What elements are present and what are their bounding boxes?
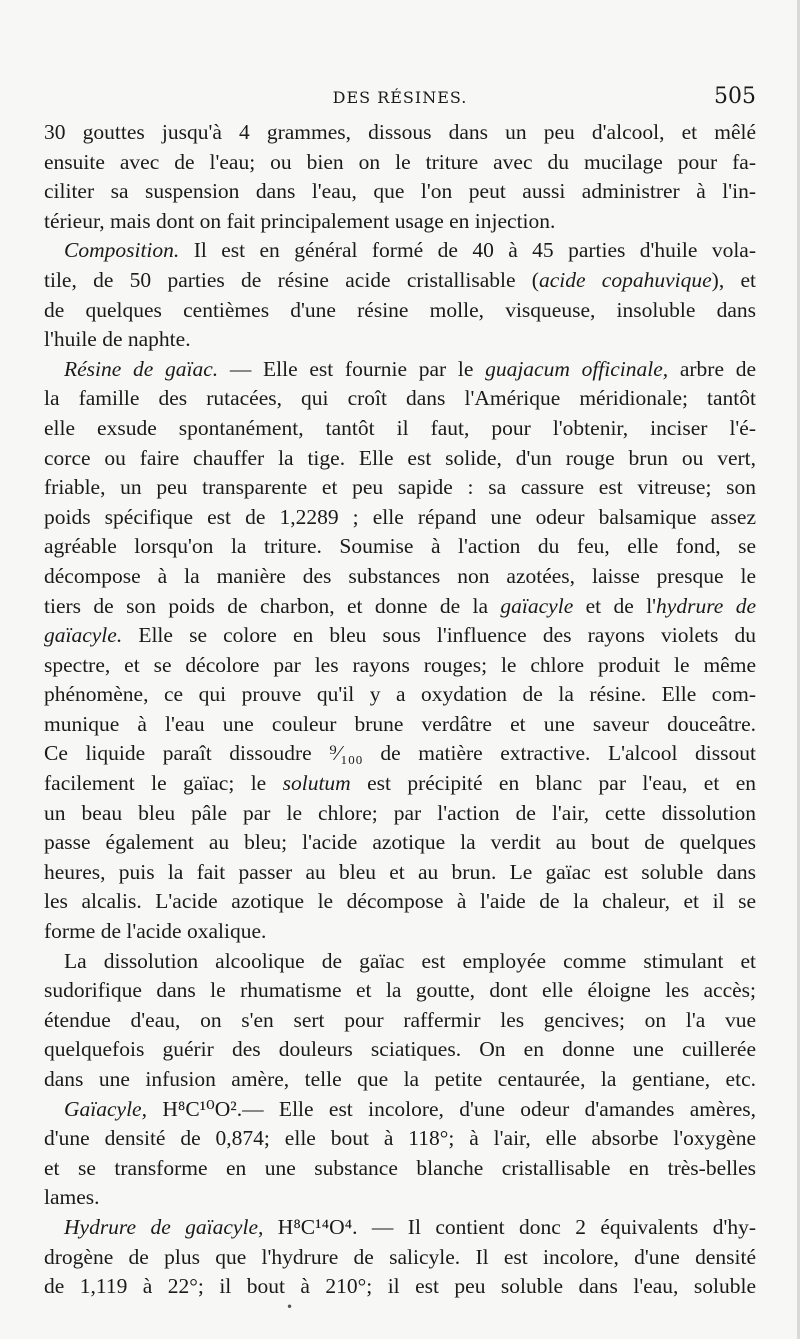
text-run: térieur, mais dont on fait principalement usage en injection.: [44, 208, 556, 233]
text-line: [44, 799, 756, 829]
text-line: [44, 1213, 756, 1243]
text-run: les alcalis. L'acide azotique le décompose à l'aide de la chaleur, et il se: [44, 889, 756, 914]
text-line: [44, 1243, 756, 1273]
text-run: quelquefois guérir des douleurs sciatiques. On en donne une cuillerée: [44, 1037, 756, 1062]
text-line: [44, 177, 756, 207]
italic-run: Hydrure de gaïacyle,: [64, 1214, 264, 1239]
text-line: [44, 887, 756, 917]
page-header: [44, 84, 756, 114]
text-line: [44, 473, 756, 503]
text-run: La dissolution alcoolique de gaïac est employée comme stimulant et: [64, 948, 756, 973]
text-line: [44, 680, 756, 710]
text-line: [44, 947, 756, 977]
text-line: [44, 917, 756, 947]
text-run: décompose à la manière des substances non azotées, laisse presque le: [44, 563, 756, 588]
text-run: l'huile de naphte.: [44, 327, 191, 352]
text-line: [44, 384, 756, 414]
italic-run: Composition.: [64, 238, 180, 263]
footer-mark: •: [286, 1300, 294, 1314]
italic-run: hydrure de: [656, 593, 756, 618]
italic-run: Gaïacyle,: [64, 1096, 147, 1121]
text-run: heures, puis la fait passer au bleu et au brun. Le gaïac est soluble dans: [44, 859, 756, 884]
text-line: [44, 118, 756, 148]
text-line: [44, 503, 756, 533]
text-line: [44, 296, 756, 326]
text-run: et se transforme en une substance blanche cristallisable en très-belles: [44, 1155, 756, 1180]
text-run: ), et: [711, 267, 756, 292]
text-line: [44, 562, 756, 592]
text-line: [44, 148, 756, 178]
text-run: tile, de 50 parties de résine acide cristallisable (: [44, 267, 539, 292]
text-run: forme de l'acide oxalique.: [44, 919, 267, 944]
text-run: facilement le gaïac; le: [44, 771, 283, 796]
text-run: la famille des rutacées, qui croît dans l'Amérique méridionale; tantôt: [44, 386, 756, 411]
text-line: [44, 976, 756, 1006]
text-line: [44, 739, 756, 769]
text-line: [44, 1006, 756, 1036]
text-line: [44, 1065, 756, 1095]
text-run: Elle se colore en bleu sous l'influence des rayons violets du: [122, 623, 756, 648]
text-line: [44, 355, 756, 385]
text-line: [44, 444, 756, 474]
text-line: [44, 710, 756, 740]
text-run: drogène de plus que l'hydrure de salicyle. Il est incolore, d'une densité: [44, 1244, 756, 1269]
text-line: [44, 1095, 756, 1125]
text-run: ciliter sa suspension dans l'eau, que l'on peut aussi administrer à l'in-: [44, 179, 756, 204]
text-line: [44, 532, 756, 562]
text-run: phénomène, ce qui prouve qu'il y a oxydation de la résine. Elle com-: [44, 682, 756, 707]
text-line: [44, 1124, 756, 1154]
text-run: passe également au bleu; l'acide azotique la verdit au bout de quelques: [44, 830, 756, 855]
text-line: [44, 207, 756, 237]
text-run: sudorifique dans le rhumatisme et la goutte, dont elle éloigne les accès;: [44, 978, 756, 1003]
text-line: [44, 592, 756, 622]
text-run: de 1,119 à 22°; il bout à 210°; il est peu soluble dans l'eau, soluble: [44, 1274, 756, 1299]
text-run: est précipité en blanc par l'eau, et en: [350, 771, 756, 796]
body-text: [44, 118, 756, 1302]
italic-run: gaïacyle.: [44, 623, 123, 648]
italic-run: gaïacyle: [500, 593, 574, 618]
text-line: [44, 858, 756, 888]
text-run: et de l': [573, 593, 657, 618]
text-run: un beau bleu pâle par le chlore; par l'action de l'air, cette dissolution: [44, 800, 756, 825]
italic-run: solutum: [282, 771, 351, 796]
text-line: [44, 1154, 756, 1184]
text-line: [44, 236, 756, 266]
text-line: [44, 651, 756, 681]
text-line: [44, 325, 756, 355]
text-line: [44, 828, 756, 858]
text-line: [44, 1272, 756, 1302]
text-run: H⁸C¹⁰O².— Elle est incolore, d'une odeur d'amandes amères,: [146, 1096, 756, 1121]
italic-run: Résine de gaïac.: [64, 356, 219, 381]
text-run: d'une densité de 0,874; elle bout à 118°; à l'air, elle absorbe l'oxygène: [44, 1126, 756, 1151]
text-line: [44, 414, 756, 444]
text-line: [44, 1035, 756, 1065]
text-run: H⁸C¹⁴O⁴. — Il contient donc 2 équivalents d'hy-: [263, 1214, 756, 1239]
text-run: poids spécifique est de 1,2289 ; elle répand une odeur balsamique assez: [44, 504, 756, 529]
italic-run: guajacum officinale,: [485, 356, 669, 381]
text-run: Ce liquide paraît dissoudre ⁹⁄₁₀₀ de matière extractive. L'alcool dissout: [44, 741, 756, 766]
running-head: DES RÉSINES.: [332, 88, 468, 107]
text-line: [44, 621, 756, 651]
text-run: arbre de: [668, 356, 756, 381]
text-run: friable, un peu transparente et peu sapide : sa cassure est vitreuse; son: [44, 475, 756, 500]
text-run: Il est en général formé de 40 à 45 parties d'huile vola-: [179, 238, 756, 263]
italic-run: acide copahuvique: [538, 267, 712, 292]
text-run: tiers de son poids de charbon, et donne de la: [44, 593, 501, 618]
text-line: [44, 769, 756, 799]
text-run: dans une infusion amère, telle que la petite centaurée, la gentiane, etc.: [44, 1067, 756, 1091]
text-run: étendue d'eau, on s'en sert pour raffermir les gencives; on l'a vue: [44, 1007, 756, 1032]
text-run: agréable lorsqu'on la triture. Soumise à l'action du feu, elle fond, se: [44, 534, 756, 559]
text-run: — Elle est fournie par le: [218, 356, 486, 381]
text-run: munique à l'eau une couleur brune verdâtre et une saveur douceâtre.: [44, 711, 756, 736]
text-line: [44, 266, 756, 296]
text-run: ensuite avec de l'eau; ou bien on le triture avec du mucilage pour fa-: [44, 149, 756, 174]
page-number: 505: [714, 84, 756, 109]
text-run: de quelques centièmes d'une résine molle, visqueuse, insoluble dans: [44, 297, 756, 322]
text-run: corce ou faire chauffer la tige. Elle est solide, d'un rouge brun ou vert,: [44, 445, 756, 470]
text-run: lames.: [44, 1185, 100, 1210]
text-line: [44, 1183, 756, 1213]
text-run: spectre, et se décolore par les rayons rouges; le chlore produit le même: [44, 652, 756, 677]
text-run: elle exsude spontanément, tantôt il faut, pour l'obtenir, inciser l'é-: [44, 415, 756, 440]
text-run: 30 gouttes jusqu'à 4 grammes, dissous dans un peu d'alcool, et mêlé: [44, 120, 756, 144]
